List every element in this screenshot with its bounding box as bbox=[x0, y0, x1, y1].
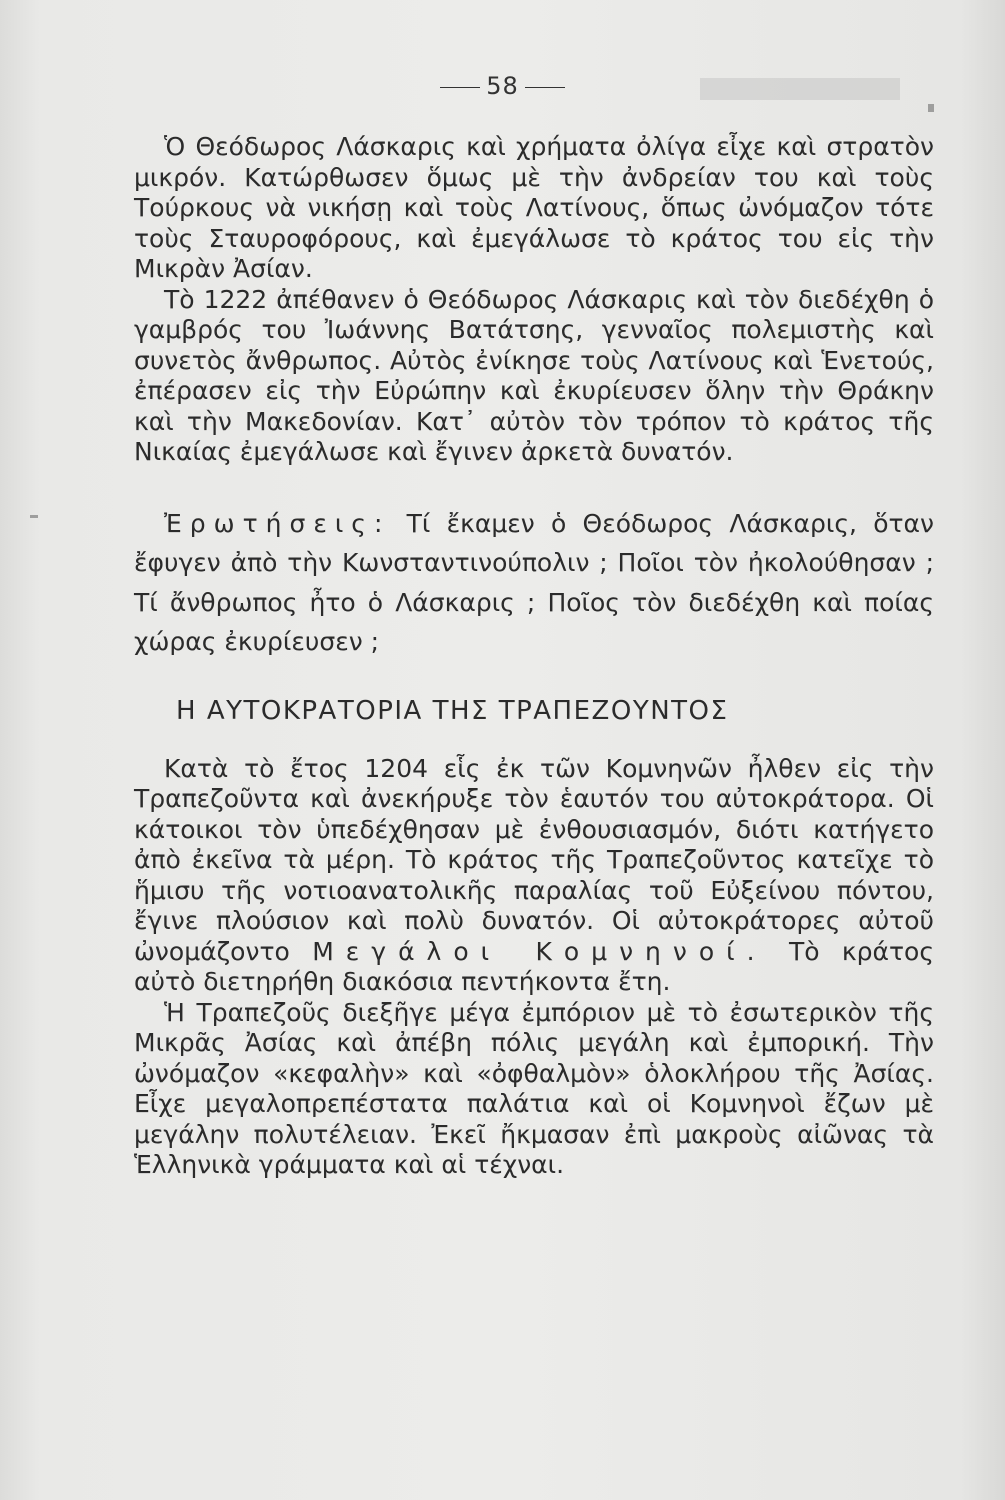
paragraph-4: Ἡ Τραπεζοῦς διεξῆγε μέγα ἐμπόριον μὲ τὸ ἐσωτερικὸν τῆς Μικρᾶς Ἀσίας καὶ ἀπέβη πόλις μεγάλη καὶ ἐμπορική. Τὴν ὠνόμαζον «κεφαλὴν» καὶ «ὀφθαλμὸν» ὁλοκλήρου τῆς Ἀσίας. Εἶχε μεγαλοπρεπέστατα παλάτια καὶ οἱ Κομνηνοὶ ἔζων μὲ μεγάλην πολυτέλειαν. Ἐκεῖ ἤκμασαν ἐπὶ μακροὺς αἰῶνας τὰ Ἑλληνικὰ γράμματα καὶ αἱ τέχναι. bbox=[134, 997, 934, 1179]
paragraph-1: Ὁ Θεόδωρος Λάσκαρις καὶ χρήματα ὀλίγα εἶχε καὶ στρατὸν μικρόν. Κατώρθωσεν ὅμως μὲ τὴν ἀνδρείαν του καὶ τοὺς Τούρκους νὰ νικήσῃ καὶ τοὺς Λατίνους, ὅπως ὠνόμαζον τότε τοὺς Σταυροφόρους, καὶ ἐμεγάλωσε τὸ κράτος του εἰς τὴν Μικρὰν Ἀσίαν. bbox=[134, 132, 934, 283]
page-content bbox=[134, 132, 934, 1181]
section-heading: Η ΑΥΤΟΚΡΑΤΟΡΙΑ ΤΗΣ ΤΡΑΠΕΖΟΥΝΤΟΣ bbox=[176, 695, 729, 726]
section-trebizond bbox=[134, 754, 934, 1181]
questions-block bbox=[134, 504, 934, 662]
paragraph-3-part-1: Κατὰ τὸ ἔτος 1204 εἷς ἐκ τῶν Κομνηνῶν ἦλθεν εἰς τὴν Τραπεζοῦντα καὶ ἀνεκήρυξε τὸν ἑαυτόν του αὐτοκράτορα. Οἱ κάτοικοι τὸν ὑπεδέχθησαν μὲ ἐνθουσιασμόν, διότι κατήγετο ἀπὸ ἐκεῖνα τὰ μέρη. Τὸ κράτος τῆς Τραπεζοῦντος κατεῖχε τὸ ἥμισυ τῆς νοτιοανατολικῆς παραλίας τοῦ Εὐξείνου πόντου, ἔγινε πλούσιον καὶ πολὺ δυνατόν. Οἱ αὐτοκράτορες αὐτοῦ ὠνομάζοντο bbox=[134, 753, 934, 966]
paragraph-2: Τὸ 1222 ἀπέθανεν ὁ Θεόδωρος Λάσκαρις καὶ τὸν διεδέχθη ὁ γαμβρός του Ἰωάννης Βατάτσης, γενναῖος πολεμιστὴς καὶ συνετὸς ἄνθρωπος. Αὐτὸς ἐνίκησε τοὺς Λατίνους καὶ Ἑνετούς, ἐπέρασεν εἰς τὴν Εὐρώπην καὶ ἐκυρίευσεν ὅλην τὴν Θράκην καὶ τὴν Μακεδονίαν. Κατ᾿ αὐτὸν τὸν τρόπον τὸ κράτος τῆς Νικαίας ἐμεγάλωσε καὶ ἔγινεν ἀρκετὰ δυνατόν. bbox=[134, 284, 934, 466]
page-number bbox=[0, 72, 1005, 100]
paragraph-3-spaced-title: Μεγάλοι Κομνηνοί. bbox=[312, 936, 767, 966]
scan-speck bbox=[30, 515, 38, 518]
paragraph-3 bbox=[134, 754, 934, 998]
paragraph-3-part-2: Τὸ κράτος αὐτὸ διετηρήθη διακόσια πεντήκοντα ἔτη. bbox=[134, 936, 934, 996]
questions-label: Ἐρωτήσεις: bbox=[164, 508, 391, 538]
page-number-value: 58 bbox=[486, 72, 519, 100]
page-number-dash-left bbox=[440, 87, 480, 88]
questions-text: Τί ἔκαμεν ὁ Θεόδωρος Λάσκαρις, ὅταν ἔφυγεν ἀπὸ τὴν Κωνσταντινούπολιν ; Ποῖοι τὸν ἠκολούθησαν ; Τί ἄνθρωπος ἦτο ὁ Λάσκαρις ; Ποῖος τὸν διεδέχθη καὶ ποίας χώρας ἐκυρίευσεν ; bbox=[134, 508, 934, 656]
page-number-dash-right bbox=[525, 87, 565, 88]
scan-speck bbox=[928, 104, 934, 112]
